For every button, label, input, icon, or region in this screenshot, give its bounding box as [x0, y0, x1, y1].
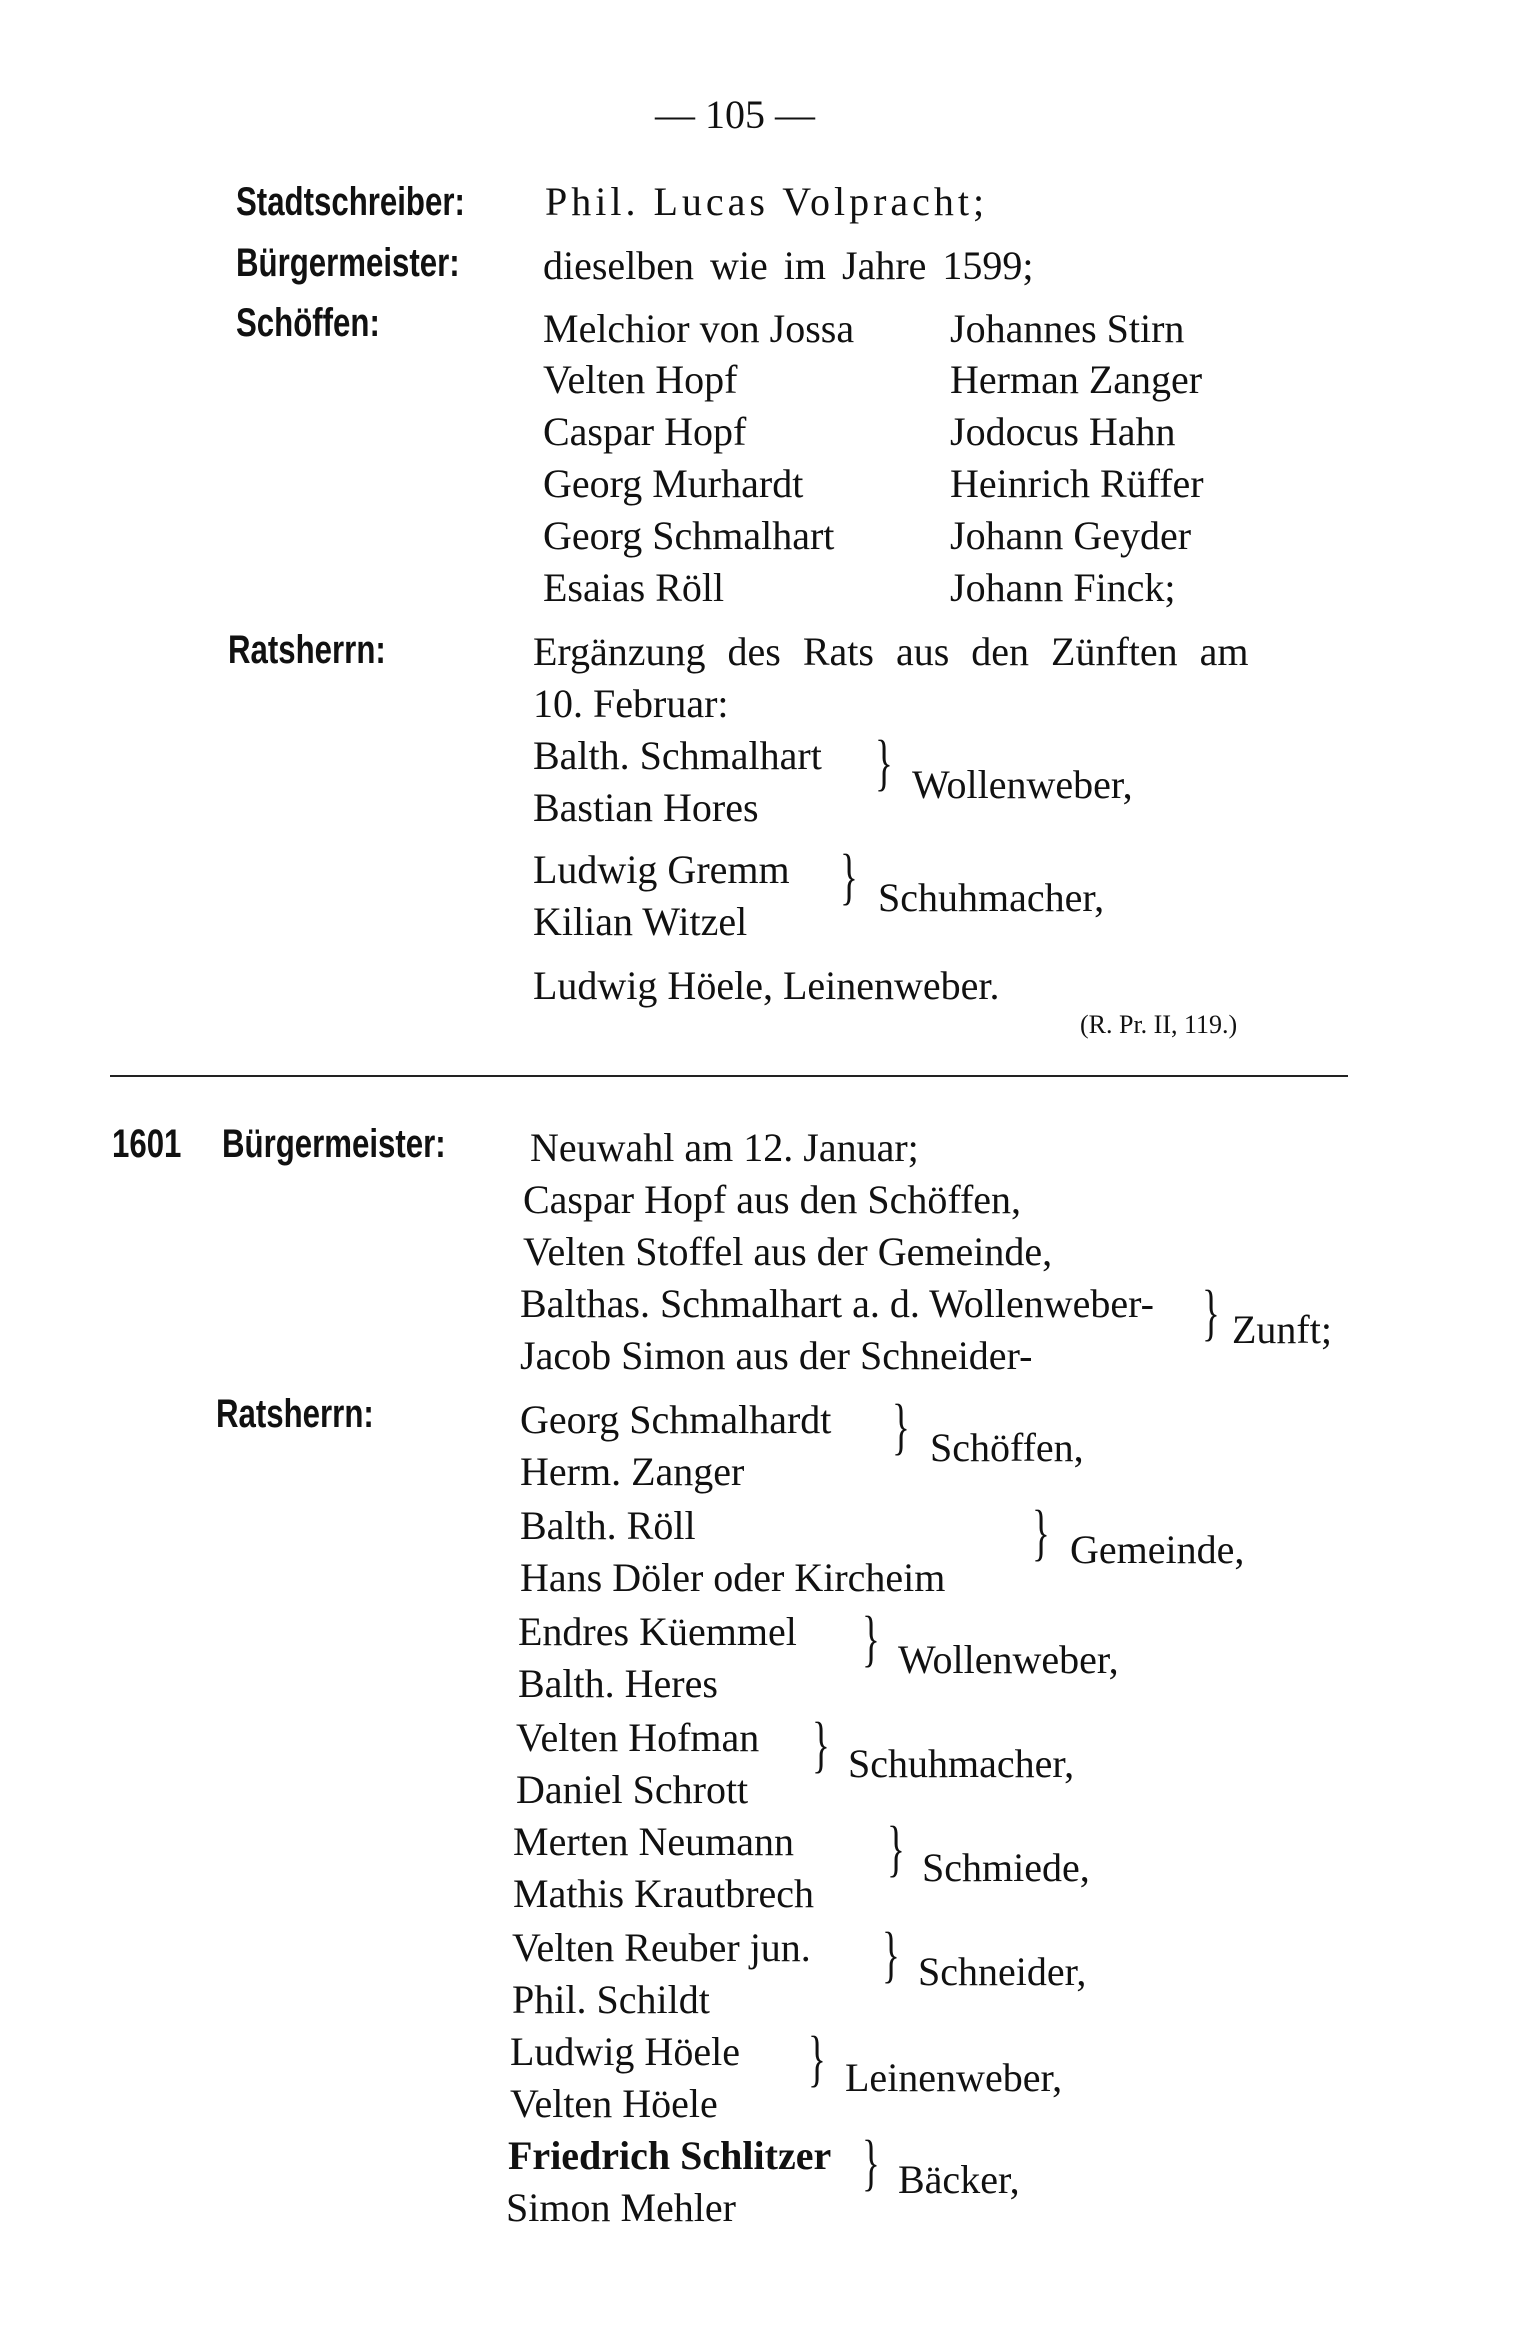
ratsherrn-1601-label: Ratsherrn: [216, 1392, 374, 1436]
member-name: Endres Küemmel [518, 1609, 797, 1654]
member-name: Daniel Schrott [516, 1767, 749, 1812]
guild-label: Schneider, [918, 1949, 1087, 1994]
stadtschreiber-name: Phil. Lucas Volpracht; [545, 179, 989, 224]
brace-icon: } [875, 729, 893, 797]
member-name: Balth. Röll [520, 1503, 696, 1548]
member-name: Kilian Witzel [533, 899, 748, 944]
brace-icon: } [812, 1711, 830, 1779]
buergermeister-1601-line: Balthas. Schmalhart a. d. Wollenweber- [520, 1281, 1154, 1326]
guild-label: Gemeinde, [1070, 1527, 1245, 1572]
schoeffe-name: Herman Zanger [950, 357, 1203, 402]
brace-icon: } [882, 1921, 900, 1989]
schoeffe-name: Johannes Stirn [950, 306, 1185, 351]
brace-icon: } [862, 1605, 880, 1673]
ratsherrn-intro-line2: 10. Februar: [533, 681, 729, 726]
guild-label: Schuhmacher, [848, 1741, 1075, 1786]
schoeffe-name: Georg Schmalhart [543, 513, 835, 558]
schoeffe-name: Esaias Röll [543, 565, 725, 610]
schoeffe-name: Melchior von Jossa [543, 306, 855, 351]
member-name: Balth. Schmalhart [533, 733, 822, 778]
guild-label: Wollenweber, [898, 1637, 1119, 1682]
member-name: Simon Mehler [506, 2185, 736, 2230]
brace-icon: } [808, 2025, 826, 2093]
buergermeister-text: dieselben wie im Jahre 1599; [543, 243, 1034, 288]
schoeffe-name: Jodocus Hahn [950, 409, 1176, 454]
ratsherrn-label: Ratsherrn: [228, 628, 386, 672]
member-name: Balth. Heres [518, 1661, 718, 1706]
page-number: — 105 — [655, 92, 815, 137]
member-name: Phil. Schildt [512, 1977, 710, 2022]
guild-label: Zunft; [1232, 1307, 1332, 1352]
member-name: Velten Höele [510, 2081, 718, 2126]
ratsherrn-intro-line1: Ergänzung des Rats aus den Zünften am [533, 629, 1249, 674]
member-name: Bastian Hores [533, 785, 759, 830]
member-name: Hans Döler oder Kircheim [520, 1555, 946, 1600]
member-name: Georg Schmalhardt [520, 1397, 832, 1442]
stadtschreiber-label: Stadtschreiber: [236, 180, 465, 224]
guild-label: Bäcker, [898, 2157, 1020, 2202]
buergermeister-1601-line: Jacob Simon aus der Schneider- [520, 1333, 1033, 1378]
member-name: Herm. Zanger [520, 1449, 745, 1494]
member-name: Mathis Krautbrech [513, 1871, 815, 1916]
schoeffe-name: Johann Finck; [950, 565, 1176, 610]
buergermeister-1601-line: Caspar Hopf aus den Schöffen, [523, 1177, 1022, 1222]
member-name: Ludwig Höele [510, 2029, 740, 2074]
guild-label: Schuhmacher, [878, 875, 1105, 920]
schoeffe-name: Georg Murhardt [543, 461, 804, 506]
buergermeister-1601-label: Bürgermeister: [222, 1122, 446, 1166]
brace-icon: } [840, 843, 858, 911]
guild-label: Schmiede, [922, 1845, 1090, 1890]
buergermeister-1601-line: Neuwahl am 12. Januar; [530, 1125, 919, 1170]
buergermeister-1601-line: Velten Stoffel aus der Gemeinde, [523, 1229, 1053, 1274]
year-label: 1601 [112, 1122, 182, 1166]
member-name: Ludwig Gremm [533, 847, 790, 892]
brace-icon: } [1032, 1499, 1050, 1567]
single-member: Ludwig Höele, Leinenweber. [533, 963, 1000, 1008]
member-name: Velten Hofman [516, 1715, 760, 1760]
member-name: Friedrich Schlitzer [508, 2133, 832, 2178]
schoeffen-label: Schöffen: [236, 301, 380, 345]
brace-icon: } [1202, 1279, 1220, 1347]
guild-label: Wollenweber, [912, 762, 1133, 807]
schoeffe-name: Caspar Hopf [543, 409, 747, 454]
section-divider [110, 1075, 1348, 1077]
brace-icon: } [892, 1393, 910, 1461]
member-name: Merten Neumann [513, 1819, 795, 1864]
schoeffe-name: Heinrich Rüffer [950, 461, 1204, 506]
brace-icon: } [862, 2129, 880, 2197]
brace-icon: } [887, 1815, 905, 1883]
reference-citation: (R. Pr. II, 119.) [1080, 1010, 1238, 1039]
schoeffe-name: Velten Hopf [543, 357, 738, 402]
guild-label: Schöffen, [930, 1425, 1084, 1470]
buergermeister-label: Bürgermeister: [236, 241, 460, 285]
guild-label: Leinenweber, [845, 2055, 1063, 2100]
schoeffe-name: Johann Geyder [950, 513, 1192, 558]
member-name: Velten Reuber jun. [512, 1925, 811, 1970]
